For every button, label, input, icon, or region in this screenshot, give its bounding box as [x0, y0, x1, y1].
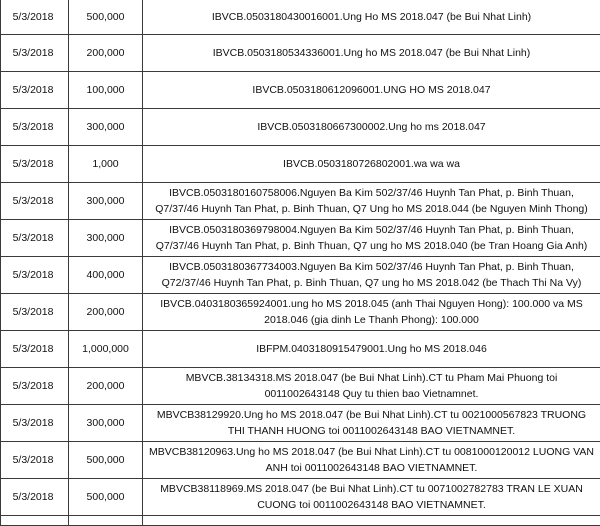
memo-cell: MBVCB38118969.MS 2018.047 (be Bui Nhat Linh).CT tu 0071002782783 TRAN LE XUAN CUONG toi 0011002643148 BAO VIETNAMNET.	[143, 478, 600, 515]
amount-cell: 500,000	[69, 0, 143, 34]
amount-cell: 500,000	[69, 478, 143, 515]
memo-cell	[143, 515, 600, 525]
table-row	[1, 71, 600, 108]
memo-cell: IBVCB.0503180160758006.Nguyen Ba Kim 502/37/46 Huynh Tan Phat, p. Binh Thuan, Q7/37/46 Huynh Tan Phat, p. Binh Thuan, Q7 Ung ho MS 2018.044 (be Nguyen Minh Thong)	[143, 182, 600, 219]
memo-cell: MBVCB38120963.Ung ho MS 2018.047 (be Bui Nhat Linh).CT tu 0081000120012 LUONG VAN ANH toi 0011002643148 BAO VIETNAMNET.	[143, 441, 600, 478]
date-cell: 5/3/2018	[1, 182, 69, 219]
table-row	[1, 478, 600, 515]
table-row	[1, 515, 600, 525]
amount-cell: 1,000,000	[69, 330, 143, 367]
memo-cell: IBVCB.0403180365924001.ung ho MS 2018.045 (anh Thai Nguyen Hong): 100.000 va MS 2018.046 (gia dinh Le Thanh Phong): 100.000	[143, 293, 600, 330]
table-row	[1, 108, 600, 145]
date-cell: 5/3/2018	[1, 330, 69, 367]
memo-cell: IBVCB.0503180369798004.Nguyen Ba Kim 502/37/46 Huynh Tan Phat, p. Binh Thuan, Q7/37/46 Huynh Tan Phat, p. Binh Thuan, Q7 ung ho MS 2018.040 (be Tran Hoang Gia Anh)	[143, 219, 600, 256]
date-cell	[1, 515, 69, 525]
memo-cell: IBVCB.0503180612096001.UNG HO MS 2018.047	[143, 71, 600, 108]
date-cell: 5/3/2018	[1, 219, 69, 256]
date-cell: 5/3/2018	[1, 0, 69, 34]
amount-cell: 300,000	[69, 404, 143, 441]
table-row	[1, 441, 600, 478]
table-row	[1, 145, 600, 182]
amount-cell: 300,000	[69, 108, 143, 145]
amount-cell: 300,000	[69, 219, 143, 256]
transactions-body	[1, 0, 600, 525]
memo-cell: IBVCB.0503180534336001.Ung ho MS 2018.047 (be Bui Nhat Linh)	[143, 34, 600, 71]
date-cell: 5/3/2018	[1, 404, 69, 441]
date-cell: 5/3/2018	[1, 256, 69, 293]
date-cell: 5/3/2018	[1, 293, 69, 330]
date-cell: 5/3/2018	[1, 71, 69, 108]
amount-cell: 200,000	[69, 367, 143, 404]
table-row	[1, 182, 600, 219]
table-row	[1, 404, 600, 441]
memo-cell: IBVCB.0503180367734003.Nguyen Ba Kim 502/37/46 Huynh Tan Phat, p. Binh Thuan, Q72/37/46 Huynh Tan Phat, p. Binh Thuan, Q7 ung ho MS 2018.042 (be Thach Thi Na Vy)	[143, 256, 600, 293]
date-cell: 5/3/2018	[1, 145, 69, 182]
date-cell: 5/3/2018	[1, 34, 69, 71]
date-cell: 5/3/2018	[1, 478, 69, 515]
amount-cell: 100,000	[69, 71, 143, 108]
amount-cell: 500,000	[69, 441, 143, 478]
amount-cell: 300,000	[69, 182, 143, 219]
table-row	[1, 219, 600, 256]
amount-cell: 400,000	[69, 256, 143, 293]
amount-cell	[69, 515, 143, 525]
table-row	[1, 330, 600, 367]
date-cell: 5/3/2018	[1, 441, 69, 478]
amount-cell: 200,000	[69, 34, 143, 71]
memo-cell: IBVCB.0503180726802001.wa wa wa	[143, 145, 600, 182]
memo-cell: IBVCB.0503180430016001.Ung Ho MS 2018.047 (be Bui Nhat Linh)	[143, 0, 600, 34]
amount-cell: 1,000	[69, 145, 143, 182]
memo-cell: IBVCB.0503180667300002.Ung ho ms 2018.047	[143, 108, 600, 145]
table-row	[1, 0, 600, 34]
table-row	[1, 367, 600, 404]
table-row	[1, 256, 600, 293]
memo-cell: IBFPM.0403180915479001.Ung ho MS 2018.046	[143, 330, 600, 367]
table-row	[1, 34, 600, 71]
date-cell: 5/3/2018	[1, 367, 69, 404]
memo-cell: MBVCB.38134318.MS 2018.047 (be Bui Nhat Linh).CT tu Pham Mai Phuong toi 0011002643148 Quy tu thien bao Vietnamnet.	[143, 367, 600, 404]
table-row	[1, 293, 600, 330]
date-cell: 5/3/2018	[1, 108, 69, 145]
memo-cell: MBVCB38129920.Ung ho MS 2018.047 (be Bui Nhat Linh).CT tu 0021000567823 TRUONG THI THANH HUONG toi 0011002643148 BAO VIETNAMNET.	[143, 404, 600, 441]
amount-cell: 200,000	[69, 293, 143, 330]
